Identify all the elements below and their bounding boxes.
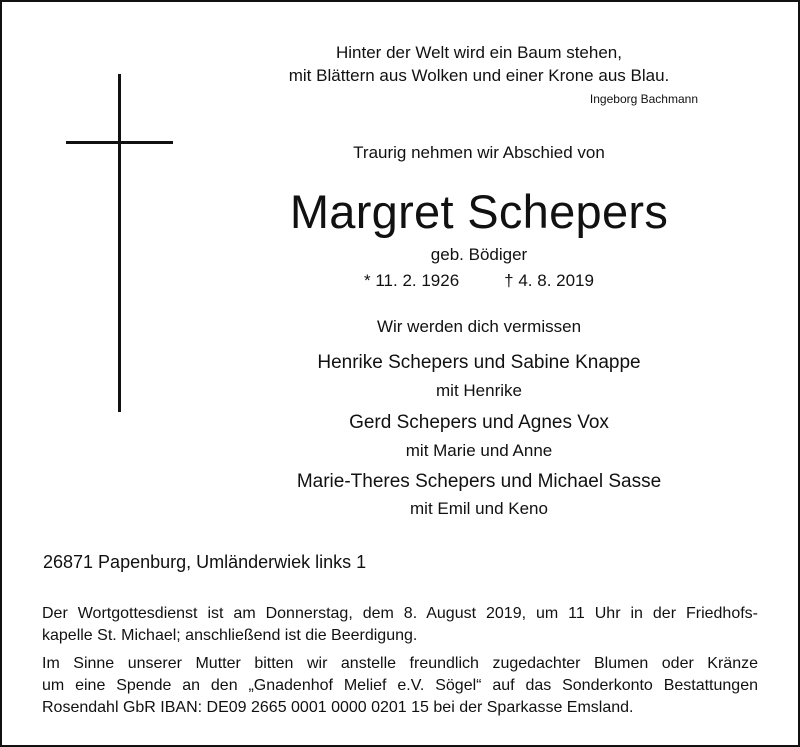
donation-paragraph xyxy=(42,653,758,719)
service-paragraph xyxy=(42,603,758,647)
deceased-name: Margret Schepers xyxy=(289,185,669,238)
family-line-3: Marie-Theres Schepers und Michael Sasse xyxy=(296,471,662,492)
cross-icon-vertical xyxy=(118,74,121,412)
service-line-1: Der Wortgottesdienst ist am Donnerstag, dem 8. August 2019, um 11 Uhr in der Friedhofs- xyxy=(42,605,758,622)
donation-line-3: Rosendahl GbR IBAN: DE09 2665 0001 0000 0201 15 bei der Sparkasse Emsland. xyxy=(42,699,634,716)
family-line-1: Henrike Schepers und Sabine Knappe xyxy=(317,352,641,373)
family-with-2: mit Marie und Anne xyxy=(405,441,553,460)
cross-icon-horizontal xyxy=(66,141,173,144)
death-date: † 4. 8. 2019 xyxy=(504,271,594,290)
service-line-2: kapelle St. Michael; anschließend ist die Beerdigung. xyxy=(42,627,418,644)
family-line-2: Gerd Schepers und Agnes Vox xyxy=(349,412,609,433)
poem-quote xyxy=(260,41,698,87)
family-with-1: mit Henrike xyxy=(436,381,522,400)
poem-line-2: mit Blättern aus Wolken und einer Krone aus Blau. xyxy=(288,66,670,85)
donation-line-2: um eine Spende an den „Gnadenhof Melief e.V. Sögel“ auf das Sonderkonto Bestattungen xyxy=(42,677,758,694)
address: 26871 Papenburg, Umländerwiek links 1 xyxy=(43,552,367,572)
intro-text: Traurig nehmen wir Abschied von xyxy=(353,143,605,162)
maiden-name: geb. Bödiger xyxy=(430,245,528,264)
poem-author: Ingeborg Bachmann xyxy=(589,92,698,106)
life-dates xyxy=(260,271,698,291)
poem-line-1: Hinter der Welt wird ein Baum stehen, xyxy=(336,43,622,62)
family-with-3: mit Emil und Keno xyxy=(410,499,548,518)
birth-date: * 11. 2. 1926 xyxy=(364,271,460,290)
miss-text: Wir werden dich vermissen xyxy=(376,317,582,336)
donation-line-1: Im Sinne unserer Mutter bitten wir anstelle freundlich zugedachter Blumen oder Kränze xyxy=(42,655,758,672)
